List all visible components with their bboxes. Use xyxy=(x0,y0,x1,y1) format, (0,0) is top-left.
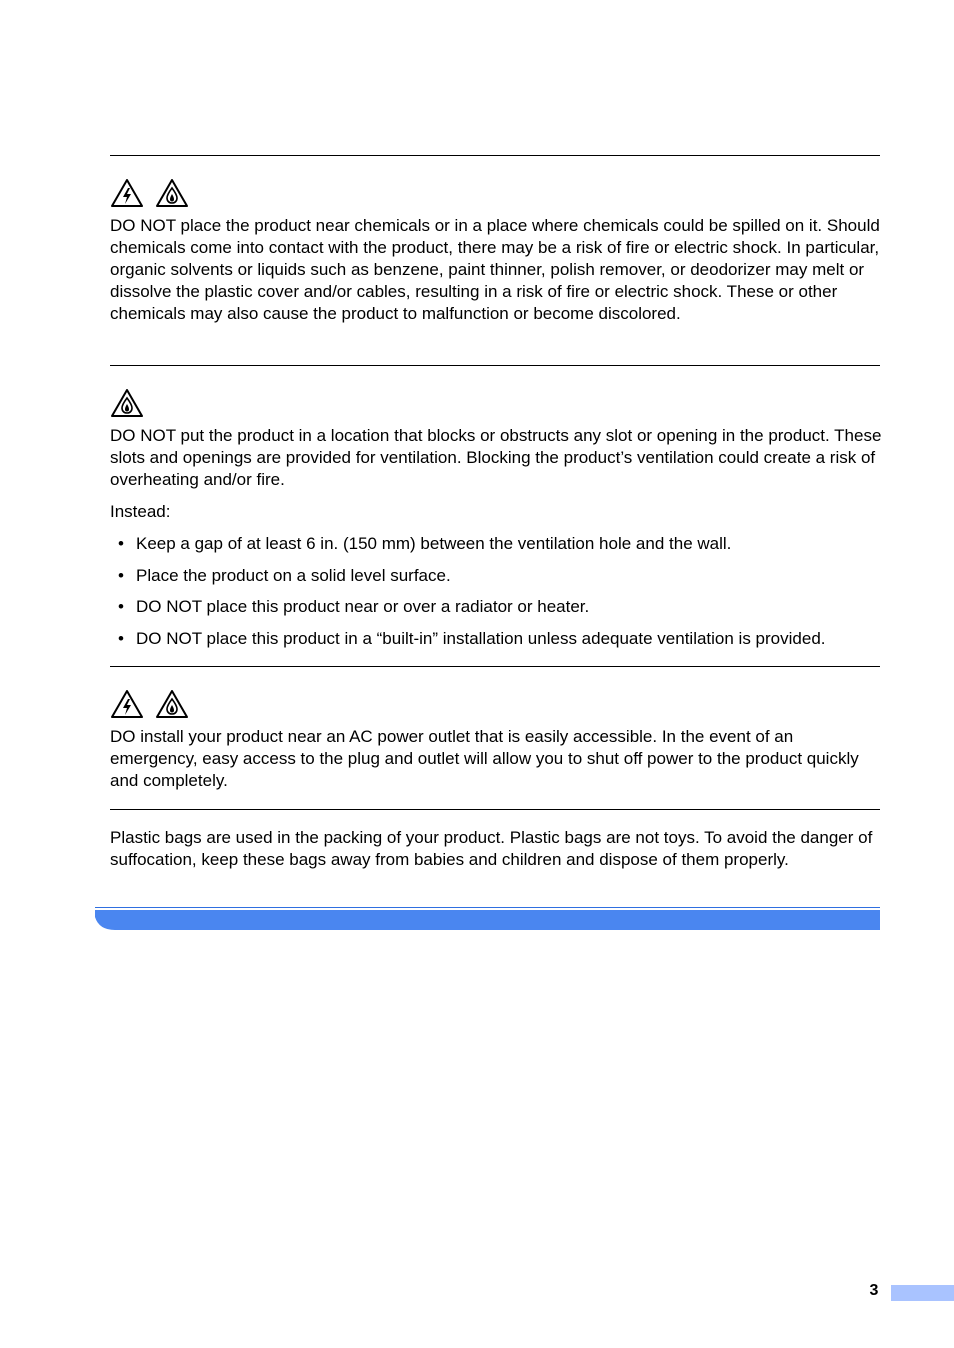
bullet-icon: • xyxy=(118,534,124,553)
list-item: • DO NOT place this product near or over a radiator or heater. xyxy=(118,597,590,616)
bullet-icon: • xyxy=(118,628,124,648)
page-tab-marker xyxy=(891,1285,954,1301)
section-end-band xyxy=(95,907,880,930)
ventilation-warning-text: DO NOT put the product in a location that blocks or obstructs any slot or opening in the product. These slots and openings are provided for ventilation. Blocking the product’s ventilation could create a risk of overheating and/or fire. xyxy=(110,426,882,489)
list-item: • DO NOT place this product in a “built-in” installation unless adequate ventilation is provided. xyxy=(118,628,826,648)
fire-hazard-icon xyxy=(155,178,189,212)
power-outlet-text: DO install your product near an AC power outlet that is easily accessible. In the event of an emergency, easy access to the plug and outlet will allow you to shut off power to the product quickly and completely. xyxy=(110,727,859,790)
section-divider xyxy=(110,809,880,810)
electrical-hazard-icon xyxy=(110,689,144,723)
list-item: • Place the product on a solid level surface. xyxy=(118,565,451,585)
ventilation-bullet-list xyxy=(110,533,890,659)
bullet-icon: • xyxy=(118,597,124,616)
section-divider xyxy=(110,365,880,366)
electrical-hazard-icon xyxy=(110,178,144,212)
section-divider xyxy=(110,666,880,667)
warning-icons xyxy=(110,689,189,723)
fire-hazard-icon xyxy=(155,689,189,723)
warning-icons xyxy=(110,388,144,422)
warning-icons xyxy=(110,178,189,212)
instead-label: Instead: xyxy=(110,502,171,521)
section-divider xyxy=(110,155,880,156)
chemicals-warning-text: DO NOT place the product near chemicals or in a place where chemicals could be spilled on it. Should chemicals come into contact with the product, there may be a risk of fire or electric shock. In particular, organic solvents or liquids such as benzene, paint thinner, polish remover, or deodorizer may melt or dissolve the plastic cover and/or cables, resulting in a risk of fire or electric shock. These or other chemicals may also cause the product to malfunction or become discolored. xyxy=(110,216,880,323)
bullet-icon: • xyxy=(118,565,124,585)
list-item: • Keep a gap of at least 6 in. (150 mm) between the ventilation hole and the wall. xyxy=(118,534,732,553)
page-number: 3 xyxy=(869,1282,879,1299)
plastic-bags-text: Plastic bags are used in the packing of your product. Plastic bags are not toys. To avoid the danger of suffocation, keep these bags away from babies and children and dispose of them properly. xyxy=(110,828,873,869)
fire-hazard-icon xyxy=(110,388,144,422)
